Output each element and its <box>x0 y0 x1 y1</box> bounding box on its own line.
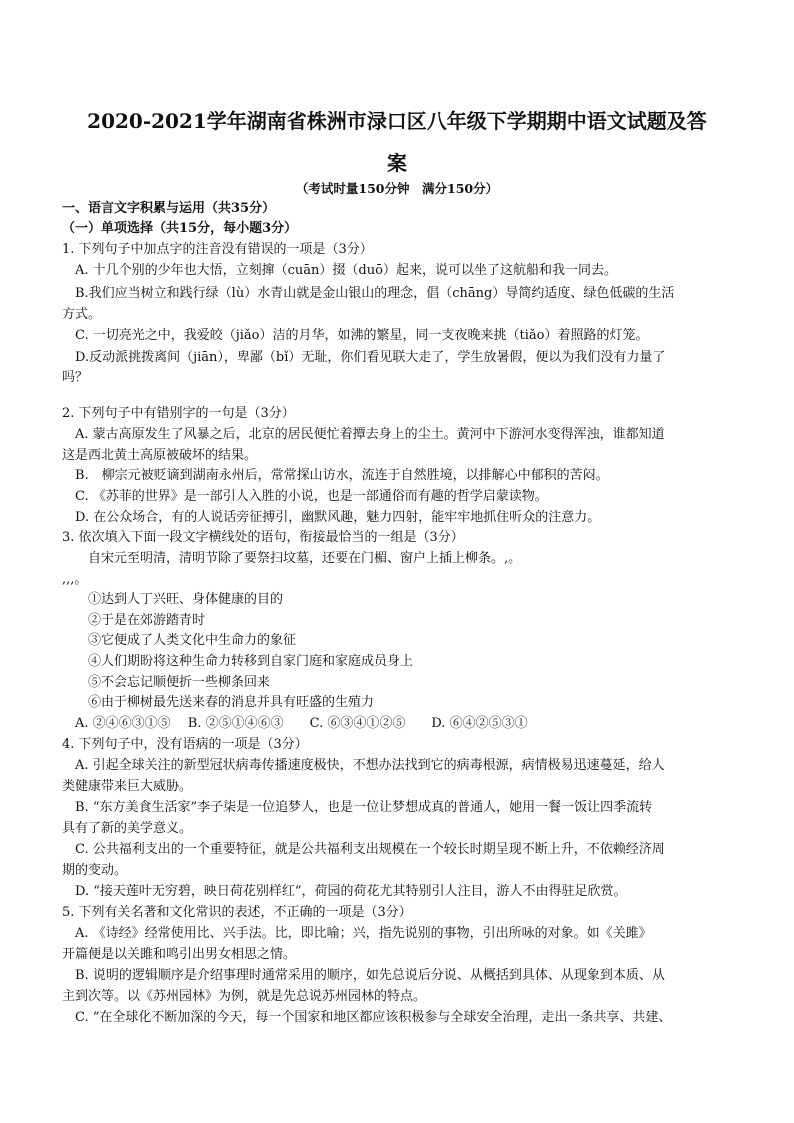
q1-option-c: C. 一切亮光之中，我爱皎（jiǎo）洁的月华，如沸的繁星，同一支夜晚来挑（tiǎo）着照路的灯笼。 <box>62 328 649 343</box>
q3-options: A. ②④⑥③①⑤ B. ②⑤①④⑥③ C. ⑥③④①②⑤ D. ⑥④②⑤③① <box>62 716 528 731</box>
title-line-1: 2020-2021学年湖南省株洲市渌口区八年级下学期期中语文试题及答 <box>87 109 707 133</box>
q3-sentence-5: ⑤不会忘记顺便折一些柳条回来 <box>62 675 271 690</box>
q1-option-b: B.我们应当树立和践行绿（lù）水青山就是金山银山的理念，倡（chāng）导简约适度、绿色低碳的生活 <box>62 286 675 301</box>
question-5: 5. 下列有关名著和文化常识的表述，不正确的一项是（3分） <box>62 905 412 920</box>
q1-option-a: A. 十几个别的少年也大悟，立刻撺（cuān）掇（duō）起来，说可以坐了这航船和我一同去。 <box>62 263 617 278</box>
q4-option-b: B. “东方美食生活家”李子柒是一位追梦人，也是一位让梦想成真的普通人，她用一餐一饭让四季流转 <box>62 800 653 815</box>
question-4: 4. 下列句子中，没有语病的一项是（3分） <box>62 737 308 752</box>
title-line-2: 案 <box>387 151 407 175</box>
q2-option-b: B. 柳宗元被贬谪到湖南永州后，常常探山访水，流连于自然胜境，以排解心中郁积的苦闷。 <box>62 468 609 483</box>
document-title <box>60 100 734 184</box>
subsection-heading: （一）单项选择（共15分，每小题3分） <box>62 221 298 236</box>
q4-option-b-cont: 具有了新的美学意义。 <box>62 821 193 836</box>
q3-sentence-3: ③它便成了人类文化中生命力的象征 <box>62 633 297 648</box>
q3-passage-cont: ,,,。 <box>62 572 88 587</box>
q5-option-b-cont: 主到次等。以《苏州园林》为例，就是先总说苏州园林的特点。 <box>62 989 427 1004</box>
q1-option-d: D.反动派挑拨离间（jiān），卑鄙（bǐ）无耻，你们看见联大走了，学生放暑假，便以为我们没有力量了 <box>62 350 666 365</box>
q2-option-a-cont: 这是西北黄土高原被破坏的结果。 <box>62 448 258 463</box>
q1-option-d-cont: 吗？ <box>62 370 89 385</box>
question-1: 1. 下列句子中加点字的注音没有错误的一项是（3分） <box>62 242 373 257</box>
q2-option-c: C. 《苏菲的世界》是一部引人入胜的小说，也是一部通俗而有趣的哲学启蒙读物。 <box>62 489 548 504</box>
q3-sentence-2: ②于是在郊游踏青时 <box>62 613 206 628</box>
q2-option-d: D. 在公众场合，有的人说话旁征搏引，幽默风趣，魅力四射，能牢牢地抓住听众的注意力。 <box>62 510 601 525</box>
q3-sentence-6: ⑥由于柳树最先送来春的消息并具有旺盛的生殖力 <box>62 695 375 710</box>
q4-option-d: D. “接天莲叶无穷碧，映日荷花别样红”，荷园的荷花尤其特别引人注目，游人不由得驻足欣赏。 <box>62 884 627 899</box>
q2-option-a: A. 蒙古高原发生了风暴之后，北京的居民便忙着撢去身上的尘土。黄河中下游河水变得浑浊，谁都知道 <box>62 427 665 442</box>
q3-sentence-1: ①达到人丁兴旺、身体健康的目的 <box>62 592 284 607</box>
q5-option-b: B. 说明的逻辑顺序是介绍事理时通常采用的顺序，如先总说后分说、从概括到具体、从现象到本质、从 <box>62 968 665 983</box>
q1-option-b-cont: 方式。 <box>62 307 102 322</box>
q5-option-a-cont: 开篇便是以关雎和鸣引出男女相思之情。 <box>62 947 297 962</box>
exam-info: （考试时量150分钟 满分150分） <box>295 181 499 196</box>
q3-sentence-4: ④人们期盼将这种生命力转移到自家门庭和家庭成员身上 <box>62 654 414 669</box>
q4-option-a-cont: 类健康带来巨大威胁。 <box>62 779 193 794</box>
question-2: 2. 下列句子中有错别字的一句是（3分） <box>62 406 295 421</box>
q4-option-a: A. 引起全球关注的新型冠状病毒传播速度极快，不想办法找到它的病毒根源，病情极易迅速蔓延，给人 <box>62 758 665 773</box>
q3-passage: 自宋元至明清，清明节除了要祭扫坟墓，还要在门楣、窗户上插上柳条。,。 <box>62 551 522 566</box>
q4-option-c-cont: 期的变动。 <box>62 863 128 878</box>
q5-option-c: C. “在全球化不断加深的今天，每一个国家和地区都应该积极参与全球安全治理，走出一条共享、共建、 <box>62 1010 672 1025</box>
question-3: 3. 依次填入下面一段文字横线处的语句，衔接最恰当的一组是（3分） <box>62 530 464 545</box>
q4-option-c: C. 公共福利支出的一个重要特征，就是公共福利支出规模在一个较长时期呈现不断上升，不依赖经济周 <box>62 842 665 857</box>
q5-option-a: A. 《诗经》经常使用比、兴手法。比，即比喻；兴，指先说别的事物，引出所咏的对象。如《关雎》 <box>62 926 652 941</box>
section-heading: 一、语言文字积累与运用（共35分） <box>62 201 276 216</box>
